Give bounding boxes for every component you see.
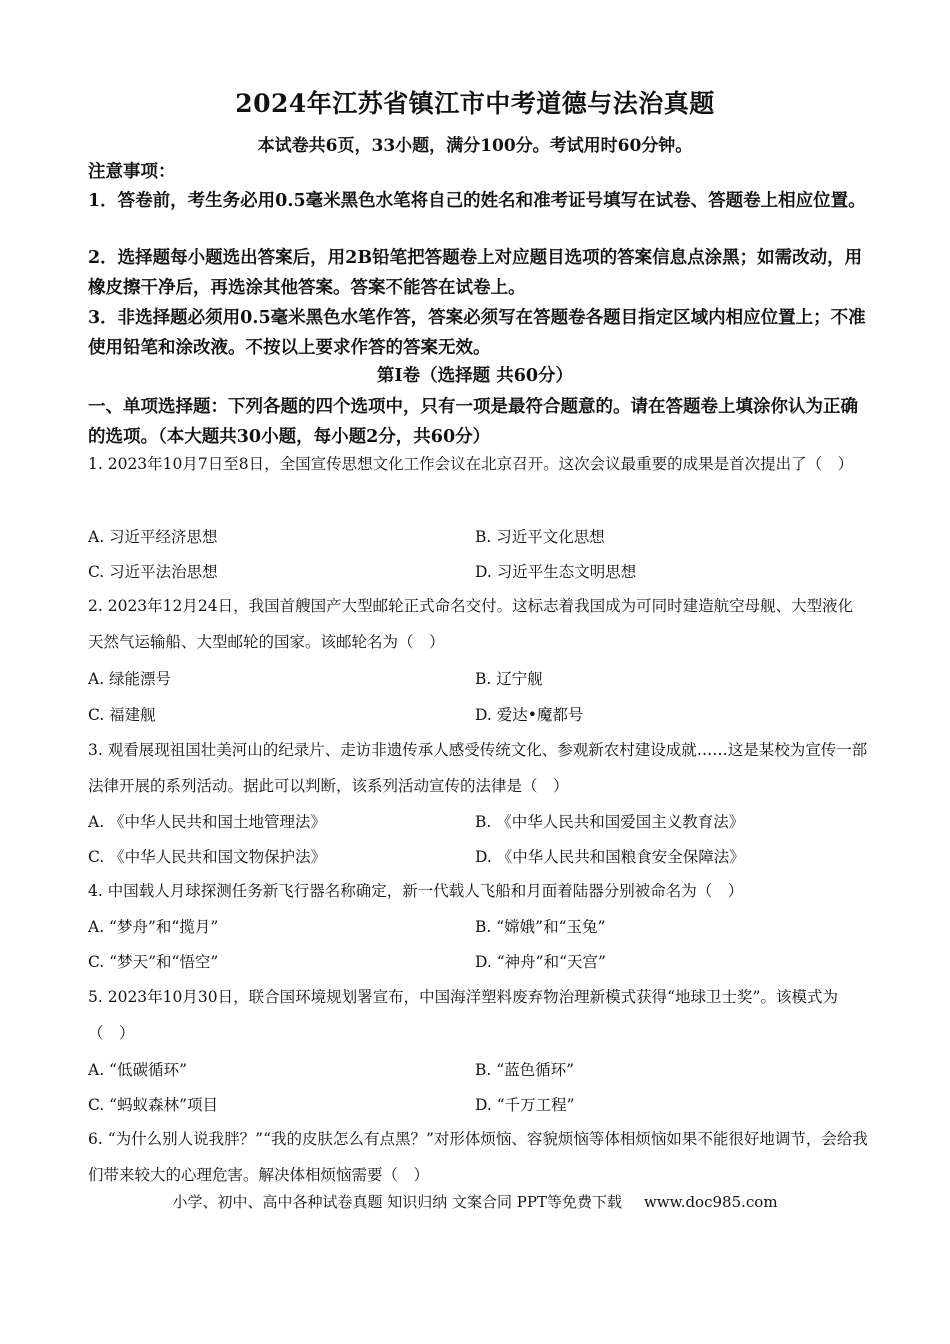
question-2-stem: 2. 2023年12月24日，我国首艘国产大型邮轮正式命名交付。这标志着我国成为可同时建造航空母舰、大型液化天然气运输船、大型邮轮的国家。该邮轮名为（ ） [88, 597, 854, 651]
question-5-option-d: D. “千万工程” [475, 1096, 575, 1114]
question-4-option-b: B. “嫦娥”和“玉兔” [475, 918, 606, 936]
question-1-option-d: D. 习近平生态文明思想 [475, 563, 637, 581]
question-3-stem: 3. 观看展现祖国壮美河山的纪录片、走访非遗传承人感受传统文化、参观新农村建设成就……这是某校为宣传一部法律开展的系列活动。据此可以判断，该系列活动宣传的法律是（ ） [88, 741, 868, 795]
page-title: 2024年江苏省镇江市中考道德与法治真题 [235, 89, 715, 118]
question-6-stem: 6. “为什么别人说我胖？”“我的皮肤怎么有点黑？”对形体烦恼、容貌烦恼等体相烦恼如果不能很好地调节，会给我们带来较大的心理危害。解决体相烦恼需要（ ） [88, 1130, 868, 1184]
question-1-option-c: C. 习近平法治思想 [88, 563, 218, 581]
question-4-option-a: A. “梦舟”和“揽月” [88, 918, 219, 936]
question-2-option-b: B. 辽宁舰 [475, 670, 543, 688]
question-5-option-a: A. “低碳循环” [88, 1061, 187, 1079]
question-5-option-b: B. “蓝色循环” [475, 1061, 575, 1079]
question-4-option-c: C. “梦天”和“悟空” [88, 953, 219, 971]
note-item-3: 3．非选择题必须用0.5毫米黑色水笔作答，答案必须写在答题卷各题目指定区域内相应位置上；不准使用铅笔和涂改液。不按以上要求作答的答案无效。 [88, 308, 866, 358]
question-3-option-d: D. 《中华人民共和国粮食安全保障法》 [475, 848, 745, 866]
question-4-option-d: D. “神舟”和“天宫” [475, 953, 606, 971]
notes-heading: 注意事项： [88, 162, 176, 182]
exam-info: 本试卷共6页，33小题，满分100分。考试用时60分钟。 [257, 136, 693, 156]
question-3-option-b: B. 《中华人民共和国爱国主义教育法》 [475, 813, 745, 831]
section-title: 第Ⅰ卷（选择题 共60分） [376, 366, 574, 386]
question-1-option-b: B. 习近平文化思想 [475, 528, 605, 546]
section-instruction: 一、单项选择题：下列各题的四个选项中，只有一项是最符合题意的。请在答题卷上填涂你认为正确的选项。（本大题共30小题，每小题2分，共60分） [88, 397, 858, 447]
footer-text: 小学、初中、高中各种试卷真题 知识归纳 文案合同 PPT等免费下载 [172, 1193, 622, 1211]
page-footer [0, 1191, 950, 1212]
question-3-option-c: C. 《中华人民共和国文物保护法》 [88, 848, 327, 866]
question-5-stem: 5. 2023年10月30日，联合国环境规划署宣布，中国海洋塑料废弃物治理新模式获得“地球卫士奖”。该模式为（ ） [88, 988, 838, 1042]
question-1-stem: 1. 2023年10月7日至8日，全国宣传思想文化工作会议在北京召开。这次会议最重要的成果是首次提出了（ ） [88, 455, 854, 473]
question-2-option-c: C. 福建舰 [88, 706, 156, 724]
question-5-option-c: C. “蚂蚁森林”项目 [88, 1096, 219, 1114]
note-item-1: 1．答卷前，考生务必用0.5毫米黑色水笔将自己的姓名和准考证号填写在试卷、答题卷上相应位置。 [88, 191, 866, 211]
footer-url[interactable]: www.doc985.com [643, 1193, 778, 1211]
question-2-option-d: D. 爱达•魔都号 [475, 706, 584, 724]
question-1-option-a: A. 习近平经济思想 [88, 528, 218, 546]
note-item-2: 2．选择题每小题选出答案后，用2B铅笔把答题卷上对应题目选项的答案信息点涂黑；如需改动，用橡皮擦干净后，再选涂其他答案。答案不能答在试卷上。 [88, 248, 863, 298]
question-4-stem: 4. 中国载人月球探测任务新飞行器名称确定，新一代载人飞船和月面着陆器分别被命名为（ ） [88, 882, 744, 900]
question-2-option-a: A. 绿能漂号 [88, 670, 172, 688]
question-3-option-a: A. 《中华人民共和国土地管理法》 [88, 813, 327, 831]
